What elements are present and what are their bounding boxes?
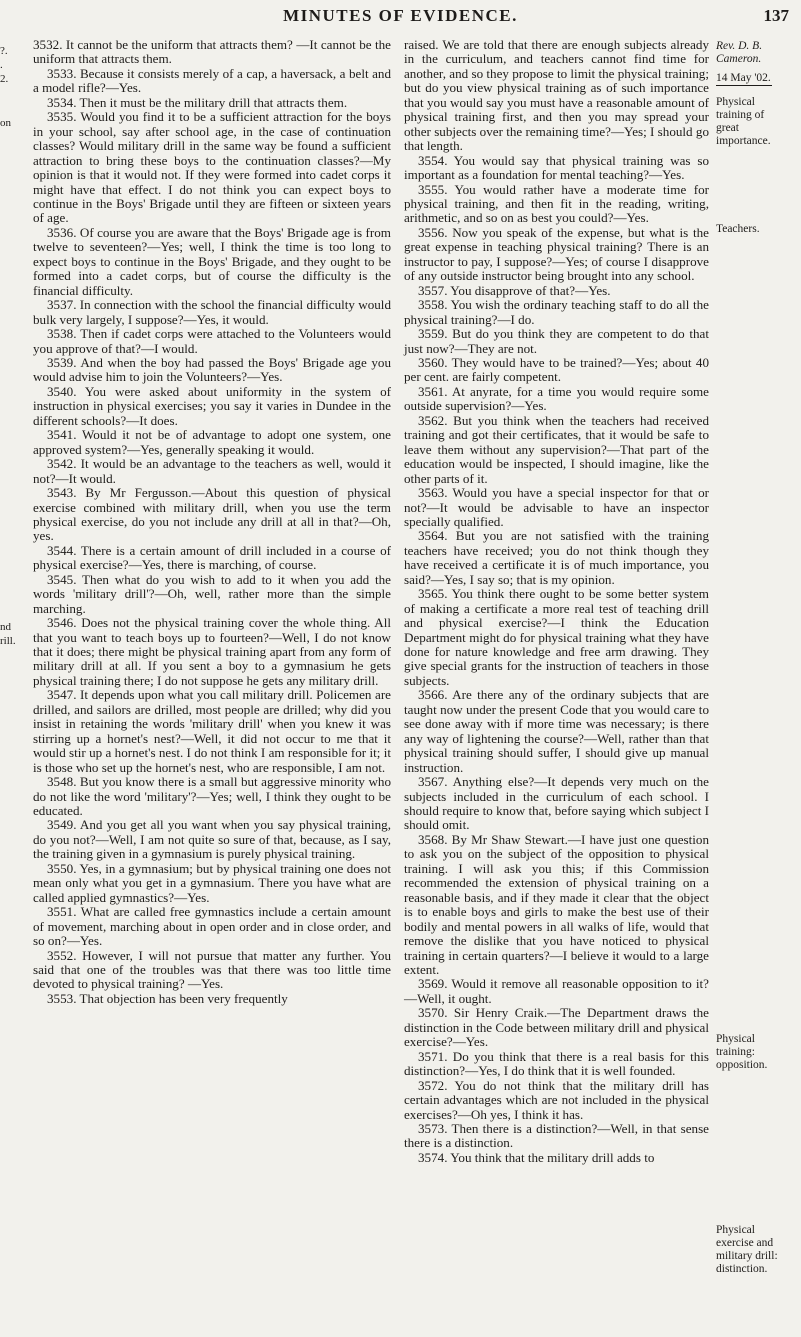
paragraph: 3546. Does not the physical training cover the whole thing. All that you want to teach boys up to fourteen?—Well, I do not know that it does; there might be physical training apart from any form of military drill at all. If you sent a boy to a gymnasium he gets physical training there; I do not suppose he gets any military drill. [33, 615, 391, 688]
paragraph: 3545. Then what do you wish to add to it when you add the words 'military drill'?—Oh, well, rather more than the simple marching. [33, 571, 391, 616]
paragraph: 3563. Would you have a special inspector for that or not?—It would be advisable to have an inspector specially qualified. [404, 485, 709, 529]
paragraph: 3553. That objection has been very frequently [47, 990, 288, 1006]
margin-fragment: . [0, 59, 3, 71]
paragraph: 3550. Yes, in a gymnasium; but by physical training one does not mean only what you get in a gymnasium. There you have what are called applied gymnastics?—Yes. [33, 860, 391, 905]
sidenote-line: training of [716, 109, 765, 121]
paragraph: 3574. You think that the military drill adds to [418, 1149, 655, 1165]
sidenote-date: 14 May '02. [716, 72, 771, 84]
paragraph: 3552. However, I will not pursue that matter any further. You said that one of the troubles was that there was too little time devoted to physical training? —Yes. [33, 947, 391, 992]
margin-fragment: ?. [0, 45, 8, 57]
paragraph: 3543. By Mr Fergusson.—About this question of physical exercise combined with military drill, when you use the term physical exercise, do you not include any drill at all in that?—Oh, yes. [33, 485, 391, 544]
paragraph: 3533. Because it consists merely of a cap, a haversack, a belt and a model rifle?—Yes. [33, 65, 391, 96]
sidenote-line: Physical [716, 1033, 755, 1045]
margin-fragment: 2. [0, 73, 9, 85]
right-column [404, 38, 709, 1165]
paragraph: 3569. Would it remove all reasonable opposition to it?—Well, it ought. [404, 976, 709, 1006]
sidenote-opposition [716, 1033, 796, 1072]
sidenote-line: opposition. [716, 1059, 768, 1071]
paragraph: 3541. Would it not be of advantage to adopt one system, one approved system?—Yes, generally speaking it would. [33, 427, 391, 457]
paragraph: 3559. But do you think they are competent to do that just now?—They are not. [404, 326, 709, 356]
sidenote-line: military drill: [716, 1250, 778, 1262]
sidenote-line: Physical [716, 96, 755, 108]
paragraph: 3551. What are called free gymnastics include a certain amount of movement, marching about in open order and in close order, and so on?—Yes. [33, 904, 391, 949]
margin-fragment: on [0, 117, 11, 129]
paragraph: 3542. It would be an advantage to the teachers as well, would it not?—It would. [33, 456, 391, 486]
sidenote-witness [716, 40, 796, 86]
paragraph: 3568. By Mr Shaw Stewart.—I have just one question to ask you on the subject of the opposition to physical training. I will ask you this; if this Commission recommended the extension of physical training on a reasonable basis, and if they made it clear that the object is to enable boys and girls to make the best use of their bodily and mental powers in all walks of life, would that remove the dislike that you have noticed to physical training in certain quarters?—I believe it would to a large extent. [404, 831, 709, 977]
paragraph: 3564. But you are not satisfied with the training teachers have received; you do not think though they have received a certificate it is of much importance, you said?—Yes, I say so; that is my opinion. [404, 528, 709, 587]
paragraph: 3560. They would have to be trained?—Yes; about 40 per cent. are fairly competent. [404, 354, 709, 385]
paragraph: 3566. Are there any of the ordinary subjects that are taught now under the present Code that you would care to see done away with if more time was necessary; is there any way of lightening the course?—Well, rather than that physical training should suffer, I should give up manual instruction. [404, 687, 709, 775]
sidenote-line: importance. [716, 135, 771, 147]
paragraph: 3573. Then there is a distinction?—Well, in that sense there is a distinction. [404, 1120, 709, 1151]
margin-fragment: nd [0, 621, 11, 633]
paragraph: 3548. But you know there is a small but aggressive minority who do not like the word 'military'?—Yes; well, I think they ought to be educated. [33, 774, 391, 819]
page-title: MINUTES OF EVIDENCE. [283, 6, 518, 25]
paragraph: 3532. It cannot be the uniform that attracts them? —It cannot be the uniform that attracts them. [33, 37, 391, 67]
sidenote-line: distinction. [716, 1263, 768, 1275]
paragraph: 3567. Anything else?—It depends very much on the subjects included in the curriculum of each school. I should require to know that, before saying which subject I should omit. [404, 774, 709, 833]
paragraph: 3561. At anyrate, for a time you would require some outside supervision?—Yes. [404, 383, 709, 414]
paragraph: 3539. And when the boy had passed the Boys' Brigade age you would advise him to join the Volunteers?—Yes. [33, 354, 391, 385]
sidenote-line: training: [716, 1046, 755, 1058]
paragraph: 3536. Of course you are aware that the Boys' Brigade age is from twelve to seventeen?—Yes; well, I think the time is too long to expect boys to continue in the Boys' Brigade, and they ought to be formed into a cadet corps, but of course the difficulty is the financial difficulty. [33, 224, 391, 298]
sidenote-line: exercise and [716, 1237, 774, 1249]
page-header [0, 6, 801, 36]
paragraph: raised. We are told that there are enough subjects already in the curriculum, and teachers cannot find time for another, and so they propose to limit the physical training; but do you view physical training as of such importance that you would say you must have a reasonable amount of physical training first, and then you may spread your other subjects over the remaining time?—Yes; I should go that length. [404, 37, 709, 154]
paragraph: 3554. You would say that physical training was so important as a foundation for mental teaching?—Yes. [404, 152, 709, 183]
paragraph: 3534. Then it must be the military drill that attracts them. [47, 94, 348, 110]
paragraph: 3570. Sir Henry Craik.—The Department draws the distinction in the Code between military drill and physical exercise?—Yes. [404, 1005, 709, 1050]
paragraph: 3557. You disapprove of that?—Yes. [418, 282, 611, 298]
sidenote-line: Cameron. [716, 53, 762, 65]
margin-fragment: rill. [0, 635, 16, 647]
paragraph: 3571. Do you think that there is a real basis for this distinction?—Yes, I do think that it is well founded. [404, 1048, 709, 1079]
sidenote-teachers [716, 223, 796, 236]
paragraph: 3540. You were asked about uniformity in the system of instruction in physical exercises; you say it varies in Dundee in the different schools?—It does. [33, 383, 391, 428]
left-column [33, 38, 391, 1006]
paragraph: 3537. In connection with the school the financial difficulty would bulk very largely, I suppose?—Yes, it would. [33, 297, 391, 327]
sidenote-distinction [716, 1224, 796, 1276]
paragraph: 3549. And you get all you want when you say physical training, do you not?—Well, I am not quite so sure of that, because, as I say, the training given in a gymnasium is purely physical training. [33, 817, 391, 862]
sidenote-line: Physical [716, 1224, 755, 1236]
sidenote-line: Rev. D. B. [716, 40, 763, 52]
paragraph: 3565. You think there ought to be some better system of making a certificate a more real test of teaching drill and physical exercise?—I think the Education Department might do for physical training what they have done for nature knowledge and free arm drawing. They give special grants for the instruction of teachers in those subjects. [404, 586, 709, 688]
paragraph: 3547. It depends upon what you call military drill. Policemen are drilled, and sailors are drilled, most people are drilled; why did you insist in retaining the words 'military drill' when you knew it was stirring up a hornet's nest?—Well, it did not occur to me that it would stir up a hornet's nest. I do not think I am responsible for it; it is those who set up the hornet's nest, who are responsible, I am not. [33, 687, 391, 775]
paragraph: 3544. There is a certain amount of drill included in a course of physical exercise?—Yes, there is marching, of course. [33, 542, 391, 573]
page-number: 137 [763, 6, 789, 25]
paragraph: 3535. Would you find it to be a sufficient attraction for the boys in your school, say after school age, in the case of continuation classes? Would military drill in the same way be found a sufficient attraction to bring these boys to the continuation classes?—My opinion is that it would not. If they were formed into cadet corps it might have that effect. I do not think you can expect boys to continue in the Boys' Brigade until they are fifteen or sixteen years of age. [33, 109, 391, 226]
paragraph: 3572. You do not think that the military drill has certain advantages which are not included in the physical exercises?—Oh yes, I think it has. [404, 1077, 709, 1122]
sidenote-line: great [716, 122, 739, 134]
sidenote-physical-training [716, 96, 796, 148]
sidenote-line: Teachers. [716, 223, 760, 235]
paragraph: 3562. But you think when the teachers had received training and got their certificates, that it would be safe to leave them without any supervision?—That part of the education would be inspected, I should imagine, like the other parts of it. [404, 412, 709, 486]
paragraph: 3555. You would rather have a moderate time for physical training, and then fit in the reading, writing, arithmetic, and so on as best you could?—Yes. [404, 181, 709, 226]
paragraph: 3558. You wish the ordinary teaching staff to do all the physical training?—I do. [404, 297, 709, 327]
paragraph: 3538. Then if cadet corps were attached to the Volunteers would you approve of that?—I would. [33, 326, 391, 356]
paragraph: 3556. Now you speak of the expense, but what is the great expense in teaching physical training? There is an instructor to pay, I suppose?—Yes; of course I disapprove of any outside instructor being brought into any school. [404, 224, 709, 284]
